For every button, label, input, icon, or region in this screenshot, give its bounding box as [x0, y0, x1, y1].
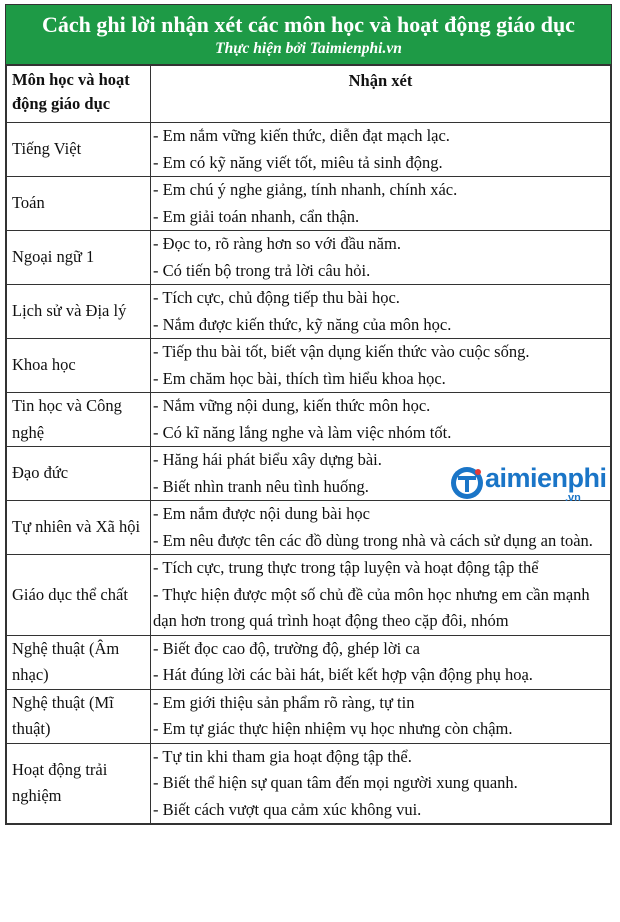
note-line: - Nắm vững nội dung, kiến thức môn học. [153, 396, 431, 415]
table-row [7, 231, 611, 285]
table-row [7, 555, 611, 636]
subject-cell: Tiếng Việt [7, 123, 151, 177]
note-line: - Hát đúng lời các bài hát, biết kết hợp vận động phụ hoạ. [153, 665, 533, 684]
note-line: - Đọc to, rõ ràng hơn so với đầu năm. [153, 234, 401, 253]
table-header-row [7, 66, 611, 123]
logo-t-icon [447, 463, 487, 503]
table-row [7, 743, 611, 824]
page-subtitle: Thực hiện bởi Taimienphi.vn [215, 40, 402, 57]
header-notes: Nhận xét [151, 66, 611, 123]
page-title: Cách ghi lời nhận xét các môn học và hoạt động giáo dục [42, 12, 575, 37]
note-line: - Em nắm vững kiến thức, diễn đạt mạch lạc. [153, 126, 450, 145]
note-line: - Biết nhìn tranh nêu tình huống. [153, 476, 369, 496]
notes-cell [151, 123, 611, 177]
logo-wordmark: aimienphi [485, 463, 607, 493]
note-line: - Em giải toán nhanh, cẩn thận. [153, 206, 360, 226]
note-line: - Nắm được kiến thức, kỹ năng của môn học. [153, 314, 452, 334]
subject-cell: Khoa học [7, 339, 151, 393]
notes-cell [151, 393, 611, 447]
subject-cell: Hoạt động trải nghiệm [7, 743, 151, 824]
note-line: - Em chăm học bài, thích tìm hiểu khoa học. [153, 368, 446, 388]
notes-cell [151, 689, 611, 743]
table-row [7, 177, 611, 231]
notes-cell [151, 743, 611, 824]
notes-cell [151, 555, 611, 636]
note-line: - Thực hiện được một số chủ đề của môn học nhưng em cần mạnh dạn hơn trong quá trình hoạt động theo cặp đôi, nhóm [153, 584, 590, 630]
note-line: - Có kĩ năng lắng nghe và làm việc nhóm tốt. [153, 422, 452, 442]
note-line: - Em có kỹ năng viết tốt, miêu tả sinh động. [153, 152, 443, 172]
note-line: - Em nắm được nội dung bài học [153, 504, 370, 523]
subject-cell: Nghệ thuật (Mĩ thuật) [7, 689, 151, 743]
table-row [7, 635, 611, 689]
notes-cell [151, 177, 611, 231]
table-row [7, 689, 611, 743]
note-line: - Tự tin khi tham gia hoạt động tập thể. [153, 746, 412, 766]
logo-domain: .vn [565, 492, 581, 504]
table-row [7, 285, 611, 339]
note-line: - Biết cách vượt qua cảm xúc không vui. [153, 799, 422, 819]
note-line: - Tích cực, trung thực trong tập luyện và hoạt động tập thể [153, 558, 539, 577]
note-line: - Biết đọc cao độ, trường độ, ghép lời ca [153, 638, 420, 658]
subject-cell: Lịch sử và Địa lý [7, 285, 151, 339]
notes-cell [151, 635, 611, 689]
note-line: - Em giới thiệu sản phẩm rõ ràng, tự tin [153, 692, 415, 712]
note-line: - Hăng hái phát biểu xây dựng bài. [153, 450, 382, 469]
note-line: - Biết thể hiện sự quan tâm đến mọi người xung quanh. [153, 773, 518, 792]
comment-table [6, 65, 611, 824]
header-subject: Môn học và hoạt động giáo dục [7, 66, 151, 123]
subject-cell: Ngoại ngữ 1 [7, 231, 151, 285]
subject-cell: Toán [7, 177, 151, 231]
notes-cell [151, 231, 611, 285]
notes-cell [151, 339, 611, 393]
subject-cell: Đạo đức [7, 447, 151, 501]
table-row [7, 123, 611, 177]
subject-cell: Tự nhiên và Xã hội [7, 501, 151, 555]
subject-cell: Nghệ thuật (Âm nhạc) [7, 635, 151, 689]
table-row [7, 393, 611, 447]
table-row [7, 339, 611, 393]
notes-cell [151, 285, 611, 339]
subject-cell: Giáo dục thể chất [7, 555, 151, 636]
note-line: - Tiếp thu bài tốt, biết vận dụng kiến thức vào cuộc sống. [153, 342, 530, 361]
title-banner [6, 5, 611, 65]
note-line: - Em chú ý nghe giảng, tính nhanh, chính xác. [153, 180, 458, 199]
note-line: - Em nêu được tên các đồ dùng trong nhà và cách sử dụng an toàn. [153, 530, 593, 550]
subject-cell: Tin học và Công nghệ [7, 393, 151, 447]
comment-table-frame [5, 4, 612, 825]
note-line: - Em tự giác thực hiện nhiệm vụ học nhưng còn chậm. [153, 719, 513, 738]
note-line: - Tích cực, chủ động tiếp thu bài học. [153, 288, 400, 307]
note-line: - Có tiến bộ trong trả lời câu hỏi. [153, 260, 371, 280]
taimienphi-logo [447, 459, 607, 509]
